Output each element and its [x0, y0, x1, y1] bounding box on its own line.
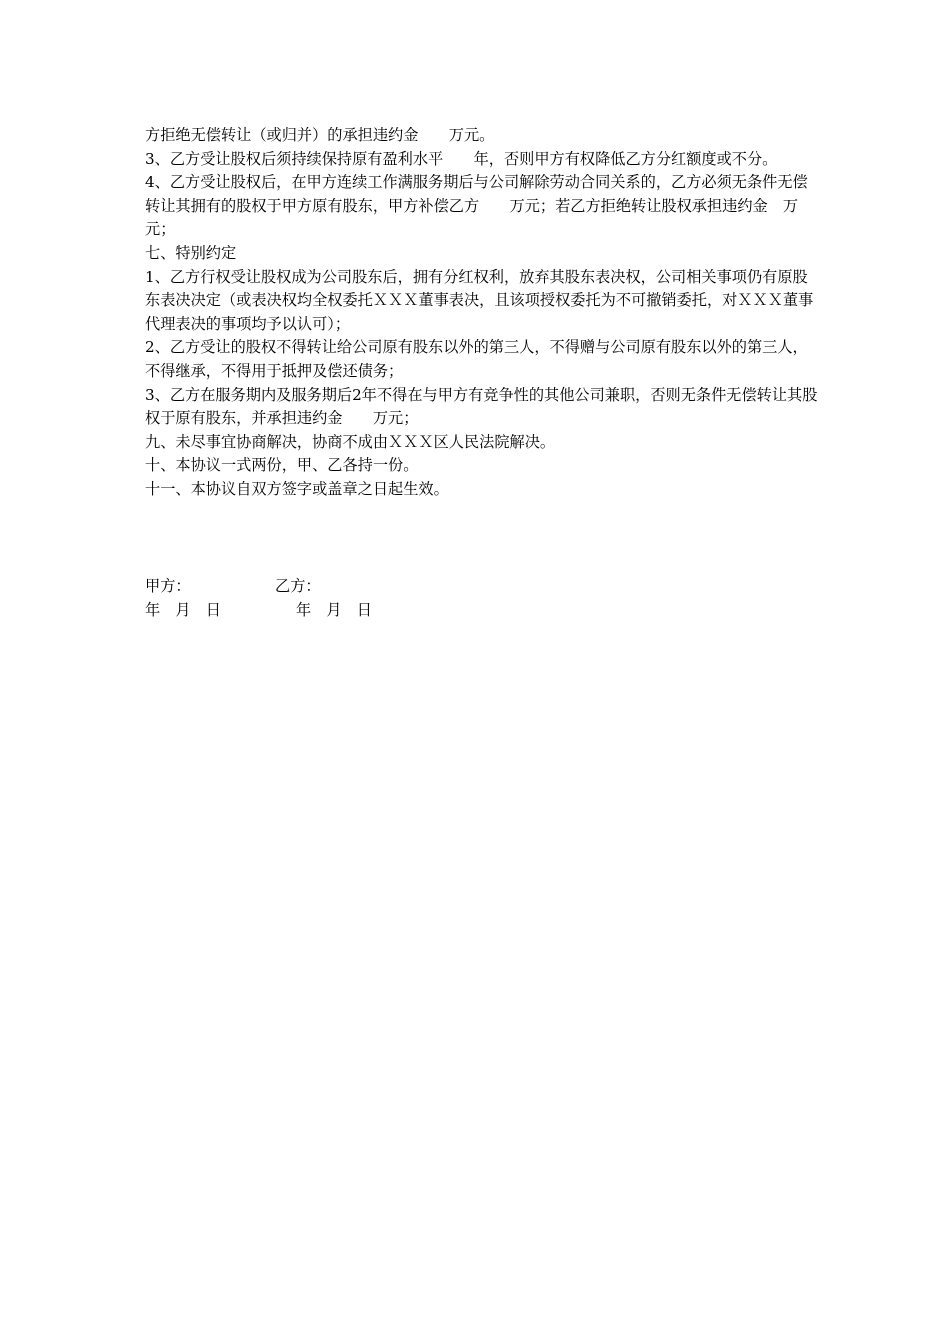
paragraph-clause-4-transfer: 4、乙方受让股权后，在甲方连续工作满服务期后与公司解除劳动合同关系的，乙方必须无条件无偿转让其拥有的股权于甲方原有股东，甲方补偿乙方 万元；若乙方拒绝转让股权承担违约金 万元； [145, 173, 808, 239]
party-b-label: 乙方： [275, 577, 321, 595]
paragraph-special-3-noncompete: 3、乙方在服务期内及服务期后2年不得在与甲方有竞争性的其他公司兼职，否则无条件无偿转让其股权于原有股东，并承担违约金 万元； [145, 385, 818, 428]
paragraph-section-10-copies: 十、本协议一式两份，甲、乙各持一份。 [145, 456, 419, 475]
signature-party-row [145, 575, 545, 599]
signature-date-row [145, 599, 545, 623]
paragraph-special-2-restrictions: 2、乙方受让的股权不得转让给公司原有股东以外的第三人，不得赠与公司原有股东以外的第三人，不得继承，不得用于抵押及偿还债务； [145, 338, 808, 380]
paragraph-clause-3-profit: 3、乙方受让股权后须持续保持原有盈利水平 年，否则甲方有权降低乙方分红额度或不分。 [145, 149, 778, 168]
section-heading-special-terms: 七、特别约定 [145, 243, 237, 262]
party-a-date: 年 月 日 [145, 600, 221, 619]
paragraph-special-1-voting: 1、乙方行权受让股权成为公司股东后，拥有分红权利，放弃其股东表决权，公司相关事项仍有原股东表决决定（或表决权均全权委托ＸＸＸ董事表决，且该项授权委托为不可撤销委托，对ＸＸＸ董事代理表决的事项均予以认可）； [145, 267, 814, 333]
agreement-body [145, 124, 820, 502]
party-b-date: 年 月 日 [296, 600, 372, 619]
signature-block [145, 575, 545, 622]
paragraph-section-11-effective: 十一、本协议自双方签字或盖章之日起生效。 [145, 479, 449, 498]
paragraph-section-9-disputes: 九、未尽事宜协商解决，协商不成由ＸＸＸ区人民法院解决。 [145, 432, 556, 451]
party-a-label: 甲方： [145, 577, 191, 595]
paragraph-refusal-penalty: 方拒绝无偿转让（或归并）的承担违约金 万元。 [145, 126, 495, 144]
